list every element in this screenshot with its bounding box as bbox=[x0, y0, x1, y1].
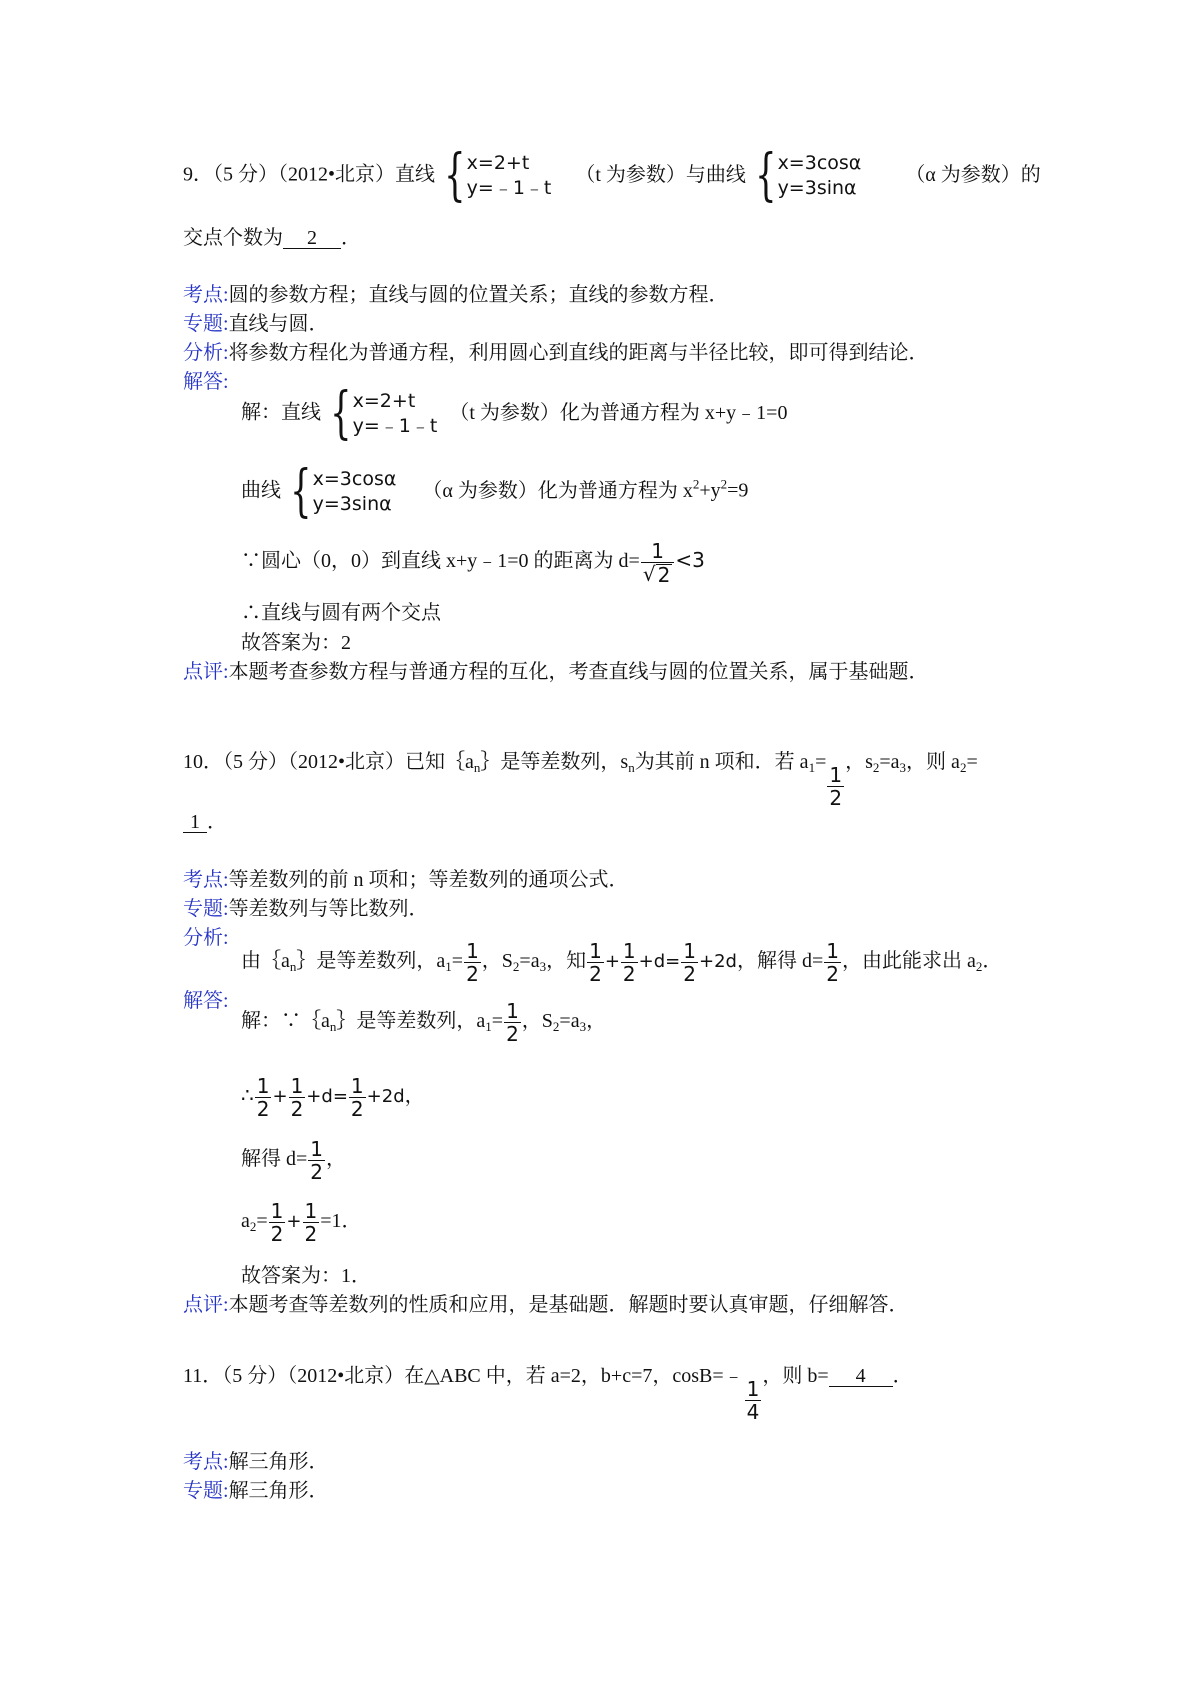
q9-sol3-b: <3 bbox=[675, 548, 705, 573]
frac-half bbox=[824, 940, 841, 985]
eq: = bbox=[491, 1010, 504, 1033]
q9-sol2-b: （α 为参数）化为普通方程为 x bbox=[422, 479, 693, 502]
dianping-label: 点评: bbox=[183, 1294, 229, 1316]
q9-sol-line-y: y=﹣1﹣t bbox=[352, 415, 438, 437]
eq: = bbox=[665, 951, 681, 973]
frac-num: 1 bbox=[466, 939, 479, 963]
q9-stem-line2 bbox=[183, 228, 361, 249]
period: ． bbox=[982, 950, 1003, 973]
q10-s4-a: a bbox=[241, 1210, 250, 1233]
q10-answer-blank: 1 bbox=[183, 812, 207, 833]
eq: = bbox=[332, 1086, 348, 1108]
q9-curve-x: x=3cosα bbox=[777, 152, 862, 174]
q10-half-fraction bbox=[827, 764, 844, 809]
q9-sol-curve-y: y=3sinα bbox=[312, 493, 392, 515]
plus: + bbox=[699, 951, 715, 973]
q9-sol-line-x: x=2+t bbox=[352, 390, 416, 412]
jieda-label: 解答: bbox=[183, 990, 229, 1012]
plus: + bbox=[286, 1211, 302, 1233]
sub-2: 2 bbox=[872, 760, 880, 775]
plus: + bbox=[604, 951, 620, 973]
q10-stem-f: ，则 a bbox=[906, 751, 960, 773]
dianping-label: 点评: bbox=[183, 661, 229, 683]
sub-3: 3 bbox=[579, 1019, 587, 1035]
q9-distance-num: 1 bbox=[651, 539, 664, 563]
frac-num: 1 bbox=[746, 1377, 760, 1401]
frac-den: 2 bbox=[256, 1097, 270, 1121]
fenxi-label: 分析: bbox=[183, 342, 229, 364]
q10-fenxi-label bbox=[183, 928, 229, 948]
frac-den: 2 bbox=[304, 1222, 318, 1246]
frac-num: 1 bbox=[683, 939, 696, 963]
q9-sol2-c: +y bbox=[699, 479, 721, 502]
q9-stem-text: 9．（5 分）（2012•北京）直线 bbox=[183, 163, 436, 186]
q10-fx-c: ，S bbox=[481, 950, 513, 973]
sqrt-icon: √ bbox=[642, 562, 656, 586]
comma: ， bbox=[404, 1085, 425, 1108]
frac-num: 1 bbox=[350, 1074, 364, 1098]
q9-answer-blank: 2 bbox=[283, 228, 341, 249]
frac-half bbox=[308, 1138, 325, 1183]
q9-sol-line3 bbox=[241, 540, 705, 585]
q11-kaodian-text: 解三角形． bbox=[228, 1451, 329, 1473]
q10-stem bbox=[183, 752, 978, 809]
kaodian-label: 考点: bbox=[183, 869, 229, 891]
frac-num: 1 bbox=[270, 1199, 284, 1223]
q10-fx-a: 由｛a bbox=[241, 950, 290, 973]
frac-half bbox=[255, 1075, 272, 1120]
q10-fenxi bbox=[241, 940, 1002, 985]
q10-zhuanti bbox=[183, 899, 429, 919]
sub-3: 3 bbox=[539, 959, 547, 975]
q9-zhuanti-text: 直线与圆． bbox=[228, 313, 329, 335]
q10-s1-d: =a bbox=[559, 1010, 580, 1033]
frac-num: 1 bbox=[506, 999, 519, 1023]
q10-stem-a: 10．（5 分）（2012•北京）已知｛a bbox=[183, 751, 474, 773]
q11-stem-b: ，则 b= bbox=[762, 1365, 829, 1387]
q10-sol-line2 bbox=[241, 1075, 425, 1120]
q9-sol2-sup2: 2 bbox=[720, 476, 728, 492]
q10-dianping-text: 本题考查等差数列的性质和应用，是基础题．解题时要认真审题，仔细解答． bbox=[228, 1294, 909, 1316]
frac-num: 1 bbox=[310, 1137, 324, 1161]
q9-sol2-a: 曲线 bbox=[241, 479, 281, 502]
sub-2: 2 bbox=[975, 959, 983, 975]
q10-s4-end: =1． bbox=[320, 1210, 362, 1233]
sub-n: n bbox=[329, 1019, 337, 1035]
q9-sol-line-system bbox=[323, 381, 438, 446]
q10-stem-d: ，s bbox=[845, 751, 873, 773]
fenxi-label: 分析: bbox=[183, 927, 229, 949]
sub-n: n bbox=[473, 760, 481, 775]
comma: ， bbox=[586, 1010, 607, 1033]
q9-sol-line1 bbox=[241, 381, 788, 446]
q11-zhuanti bbox=[183, 1481, 329, 1501]
q10-sol-line3 bbox=[241, 1138, 346, 1183]
q10-sol-line4 bbox=[241, 1200, 362, 1245]
q9-distance-root: 2 bbox=[657, 563, 671, 587]
q9-distance-fraction bbox=[641, 540, 674, 585]
brace-icon: { bbox=[330, 381, 352, 446]
frac-den: 2 bbox=[829, 786, 843, 810]
plus: + bbox=[306, 1086, 322, 1108]
q9-fenxi-text: 将参数方程化为普通方程，利用圆心到直线的距离与半径比较，即可得到结论． bbox=[228, 342, 929, 364]
frac-half bbox=[303, 1200, 320, 1245]
sub-2: 2 bbox=[512, 959, 520, 975]
q9-sol1-b: （t 为参数）化为普通方程为 x+y﹣1=0 bbox=[449, 401, 788, 424]
zhuanti-label: 专题: bbox=[183, 313, 229, 335]
q10-jieda-label bbox=[183, 991, 229, 1011]
q9-stem-b: 交点个数为 bbox=[183, 227, 283, 249]
zhuanti-label: 专题: bbox=[183, 898, 229, 920]
q10-s1-a: 解：∵｛a bbox=[241, 1010, 330, 1033]
q11-zhuanti-text: 解三角形． bbox=[228, 1480, 329, 1502]
brace-icon: { bbox=[290, 459, 312, 524]
q9-jieda-label bbox=[183, 372, 229, 392]
q10-fx-e: ，知 bbox=[546, 950, 587, 973]
q9-sol3-a: ∵圆心（0，0）到直线 x+y﹣1=0 的距离为 d= bbox=[241, 550, 640, 573]
frac-half bbox=[681, 940, 698, 985]
q10-period: ． bbox=[207, 811, 227, 833]
sub-n: n bbox=[289, 959, 297, 975]
q9-sol-line5: 故答案为：2 bbox=[241, 632, 351, 654]
frac-num: 1 bbox=[826, 939, 839, 963]
frac-half bbox=[504, 1000, 521, 1045]
frac-half bbox=[289, 1075, 306, 1120]
sub-2: 2 bbox=[959, 760, 967, 775]
q10-fx-f: ，解得 d= bbox=[736, 950, 824, 973]
q10-dianping bbox=[183, 1295, 909, 1315]
two-d: 2d bbox=[381, 1086, 405, 1108]
q10-fx-g: ，由此能求出 a bbox=[842, 950, 976, 973]
jieda-label: 解答: bbox=[183, 371, 229, 393]
frac-den: 2 bbox=[310, 1160, 324, 1184]
brace-icon: { bbox=[444, 143, 466, 208]
q9-line-system bbox=[437, 143, 552, 208]
q9-line-y: y=﹣1﹣t bbox=[466, 177, 552, 199]
q10-stem-b: ｝是等差数列，s bbox=[480, 751, 629, 773]
q11-period: ． bbox=[892, 1365, 913, 1387]
q10-zhuanti-text: 等差数列与等比数列． bbox=[228, 898, 429, 920]
frac-den: 2 bbox=[589, 962, 602, 986]
q9-sol2-sup1: 2 bbox=[692, 476, 700, 492]
q10-sol-line1 bbox=[241, 1000, 606, 1045]
frac-den: 2 bbox=[506, 1022, 519, 1046]
q9-kaodian-text: 圆的参数方程；直线与圆的位置关系；直线的参数方程． bbox=[228, 284, 729, 306]
q9-dianping-text: 本题考查参数方程与普通方程的互化，考查直线与圆的位置关系，属于基础题． bbox=[228, 661, 929, 683]
q10-kaodian-text: 等差数列的前 n 项和；等差数列的通项公式． bbox=[228, 869, 629, 891]
q11-kaodian bbox=[183, 1452, 329, 1472]
frac-den: 2 bbox=[290, 1097, 304, 1121]
q10-sol-line5: 故答案为：1． bbox=[241, 1265, 371, 1287]
q11-quarter-fraction bbox=[745, 1378, 762, 1423]
q10-stem-e: =a bbox=[879, 751, 900, 773]
frac-num: 1 bbox=[290, 1074, 304, 1098]
frac-num: 1 bbox=[256, 1074, 270, 1098]
q9-sol2-d: =9 bbox=[727, 479, 749, 502]
kaodian-label: 考点: bbox=[183, 284, 229, 306]
plus: + bbox=[272, 1086, 288, 1108]
sub-1: 1 bbox=[485, 1019, 492, 1035]
frac-den: 2 bbox=[622, 962, 636, 986]
eq: = bbox=[815, 751, 827, 773]
sub-3: 3 bbox=[899, 760, 907, 775]
zhuanti-label: 专题: bbox=[183, 1480, 229, 1502]
frac-den: 2 bbox=[466, 962, 479, 986]
q10-s1-c: ，S bbox=[521, 1010, 553, 1033]
q10-stem-g: = bbox=[966, 751, 978, 773]
frac-half bbox=[621, 940, 638, 985]
plus: + bbox=[366, 1086, 382, 1108]
q11-answer-blank: 4 bbox=[829, 1366, 893, 1387]
q9-sol-line4: ∴直线与圆有两个交点 bbox=[241, 602, 441, 624]
q10-fx-b: ｝是等差数列，a bbox=[296, 950, 446, 973]
q9-stem bbox=[183, 143, 1041, 208]
q10-s2-a: ∴ bbox=[241, 1085, 254, 1108]
frac-num: 1 bbox=[829, 763, 843, 787]
q9-period: ． bbox=[341, 227, 361, 249]
q9-fenxi bbox=[183, 343, 929, 363]
frac-den: 2 bbox=[683, 962, 696, 986]
frac-half bbox=[349, 1075, 366, 1120]
frac-den: 2 bbox=[350, 1097, 364, 1121]
q9-curve-system bbox=[748, 143, 862, 208]
q11-stem-a: 11．（5 分）（2012•北京）在△ABC 中，若 a=2，b+c=7，cosB=﹣ bbox=[183, 1365, 744, 1387]
q9-sol-curve-x: x=3cosα bbox=[312, 468, 397, 490]
sub-n: n bbox=[628, 760, 635, 775]
q9-dianping bbox=[183, 662, 929, 682]
q10-kaodian bbox=[183, 870, 629, 890]
q10-fx-d: =a bbox=[519, 950, 540, 973]
q9-sol1-a: 解：直线 bbox=[241, 401, 321, 424]
q9-curve-y: y=3sinα bbox=[777, 177, 857, 199]
q11-stem bbox=[183, 1366, 913, 1423]
brace-icon: { bbox=[755, 143, 777, 208]
q9-param-a: （α 为参数）的 bbox=[905, 163, 1041, 186]
frac-den: 2 bbox=[826, 962, 839, 986]
q9-param-t: （t 为参数）与曲线 bbox=[575, 163, 746, 186]
comma: ， bbox=[326, 1148, 347, 1171]
frac-num: 1 bbox=[589, 939, 602, 963]
kaodian-label: 考点: bbox=[183, 1451, 229, 1473]
d-sym: d bbox=[653, 951, 666, 973]
d-sym: d bbox=[321, 1086, 333, 1108]
frac-half bbox=[269, 1200, 286, 1245]
sub-2: 2 bbox=[552, 1019, 560, 1035]
q10-s1-b: ｝是等差数列，a bbox=[336, 1010, 486, 1033]
q10-stem-c: 为其前 n 项和．若 a bbox=[634, 751, 809, 773]
two-d: 2d bbox=[714, 951, 737, 973]
q10-s3-a: 解得 d= bbox=[241, 1148, 308, 1171]
frac-den: 2 bbox=[270, 1222, 284, 1246]
q10-answer-line bbox=[183, 812, 227, 833]
sub-1: 1 bbox=[445, 959, 452, 975]
frac-num: 1 bbox=[622, 939, 636, 963]
eq: = bbox=[256, 1210, 268, 1233]
eq: = bbox=[451, 950, 464, 973]
sub-2: 2 bbox=[249, 1219, 257, 1235]
plus: + bbox=[638, 951, 654, 973]
sub-1: 1 bbox=[808, 760, 816, 775]
frac-half bbox=[464, 940, 481, 985]
q9-sol-curve-system bbox=[283, 459, 397, 524]
frac-den: 4 bbox=[746, 1400, 760, 1424]
q9-zhuanti bbox=[183, 314, 329, 334]
frac-half bbox=[587, 940, 604, 985]
q9-kaodian bbox=[183, 285, 729, 305]
q9-line-x: x=2+t bbox=[466, 152, 530, 174]
q9-sol-line2 bbox=[241, 459, 749, 524]
frac-num: 1 bbox=[304, 1199, 318, 1223]
